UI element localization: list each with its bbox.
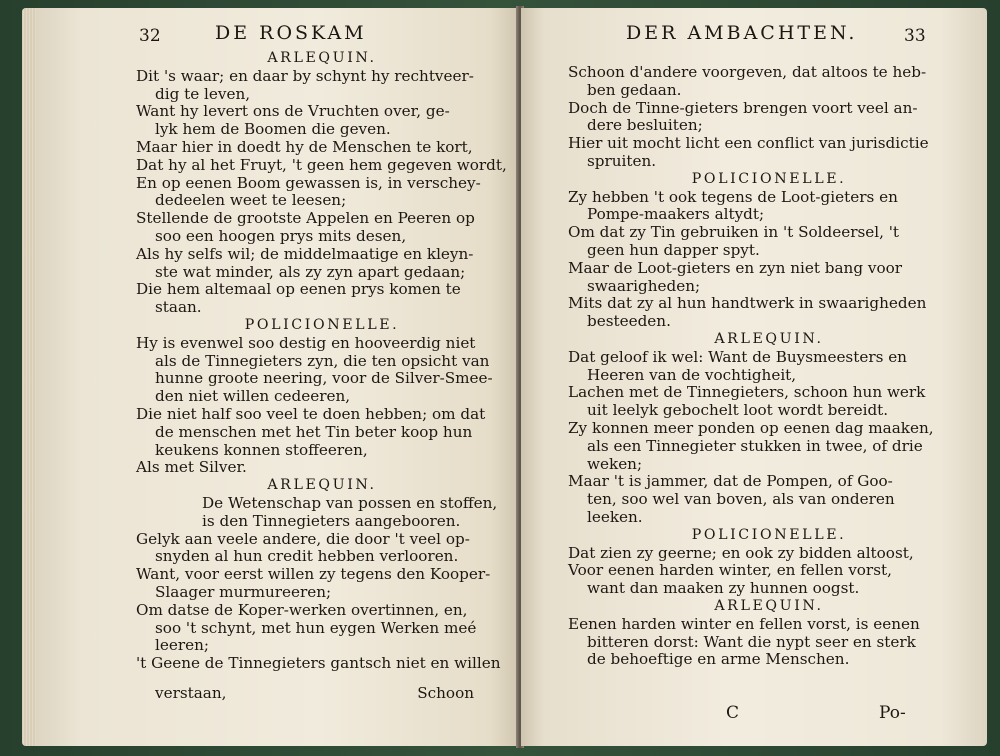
running-head: DER AMBACHTEN. [626,22,858,44]
text-line: den niet willen cedeeren, [155,387,351,406]
text-line: swaarigheden; [587,276,701,295]
text-line: de behoeftige en arme Menschen. [587,650,850,669]
text-line: Dat hy al het Fruyt, 't geen hem gegeven wordt, [136,155,507,174]
text-line: verstaan, [155,684,227,702]
text-line: bitteren dorst: Want die nypt seer en sterk [587,632,916,651]
text-line: ste wat minder, als zy zyn apart gedaan; [155,262,466,281]
text-line: dere besluiten; [587,116,703,135]
text-line: ben gedaan. [587,80,682,99]
text-line: Zy hebben 't ook tegens de Loot-gieters en [568,187,898,206]
text-line: soo 't schynt, met hun eygen Werken meé [155,618,477,637]
text-line: Om dat zy Tin gebruiken in 't Soldeersel, 't [568,223,900,242]
text-line: De Wetenschap van possen en stoffen, [202,493,498,512]
signature-mark: C [726,703,740,723]
text-line: Als hy selfs wil; de middelmaatige en kleyn- [136,244,474,263]
text-line: uit leelyk gebochelt loot wordt bereidt. [587,401,889,420]
text-line: Zy konnen meer ponden op eenen dag maaken, [568,418,934,437]
text-line: Slaager murmureeren; [155,582,332,601]
page-number: 33 [904,26,926,46]
catchword: Po- [879,703,906,723]
text-line: 't Geene de Tinnegieters gantsch niet en willen [136,654,501,673]
signature-row [521,703,987,725]
text-line: Dat geloof ik wel: Want de Buysmeesters en [568,347,907,366]
text-line: Die hem altemaal op eenen prys komen te [136,280,461,299]
text-line: En op eenen Boom gewassen is, in verschey- [136,173,481,192]
text-line: besteeden. [587,312,671,331]
text-line: Die niet half soo veel te doen hebben; om dat [136,404,486,423]
text-line: leeken. [587,507,643,526]
text-line: want dan maaken zy hunnen oogst. [587,579,860,598]
speaker-name: ARLEQUIN. [267,477,377,494]
text-line: Lachen met de Tinnegieters, schoon hun werk [568,383,926,402]
text-line: Maar de Loot-gieters en zyn niet bang voor [568,258,903,277]
right-page-text [568,64,970,669]
page-number: 32 [139,26,161,46]
text-line: als een Tinnegieter stukken in twee, of drie [587,436,923,455]
text-line: snyden al hun credit hebben verlooren. [155,547,459,566]
running-head: DE ROSKAM [215,22,367,44]
left-page-text [136,50,508,673]
text-line: Gelyk aan veele andere, die door 't veel op- [136,529,470,548]
text-line: Om datse de Koper-werken overtinnen, en, [136,600,468,619]
text-line: als de Tinnegieters zyn, die ten opsicht van [155,351,490,370]
text-line: Maar 't is jammer, dat de Pompen, of Goo- [568,472,893,491]
text-line: Eenen harden winter en fellen vorst, is eenen [568,614,920,633]
text-line: Pompe-maakers altydt; [587,205,765,224]
text-line: leeren; [155,636,209,655]
text-line: Voor eenen harden winter, en fellen vorst, [568,561,892,580]
speaker-name: POLICIONELLE. [244,316,400,333]
speaker-name: ARLEQUIN. [267,50,377,66]
text-line: Mits dat zy al hun handtwerk in swaarigheden [568,294,927,313]
text-line: Hy is evenwel soo destig en hooveerdig niet [136,333,476,352]
text-line: Doch de Tinne-gieters brengen voort veel an- [568,98,918,117]
text-line: staan. [155,298,202,317]
text-line: Dit 's waar; en daar by schynt hy rechtveer- [136,66,474,85]
text-line: soo een hoogen prys mits desen, [155,226,407,245]
text-line: Heeren van de vochtigheit, [587,365,797,384]
text-line: hunne groote neering, voor de Silver-Smee- [155,369,493,388]
text-line: Als met Silver. [136,458,247,477]
text-line: Want hy levert ons de Vruchten over, ge- [136,102,450,121]
text-line: Stellende de grootste Appelen en Peeren op [136,209,475,228]
text-line: is den Tinnegieters aangebooren. [202,511,461,530]
last-line-row [136,685,474,703]
text-line: Maar hier in doedt hy de Menschen te kort, [136,137,473,156]
text-line: weken; [587,454,643,473]
right-page [521,8,987,746]
text-line: lyk hem de Boomen die geven. [155,120,391,139]
text-line: Want, voor eerst willen zy tegens den Kooper- [136,565,491,584]
text-line: spruiten. [587,151,657,170]
text-line: keukens konnen stoffeeren, [155,440,368,459]
text-line: Dat zien zy geerne; en ook zy bidden altoost, [568,543,914,562]
text-line: Schoon d'andere voorgeven, dat altoos te heb- [568,63,927,81]
speaker-name: POLICIONELLE. [691,170,847,187]
catchword: Schoon [417,684,474,702]
text-line: dig te leven, [155,84,251,103]
text-line: ten, soo wel van boven, als van onderen [587,490,895,509]
text-line: dedeelen weet te leesen; [155,191,347,210]
speaker-name: POLICIONELLE. [691,526,847,543]
speaker-name: ARLEQUIN. [714,330,824,347]
text-line: Hier uit mocht licht een conflict van jurisdictie [568,134,929,153]
left-page [22,8,520,746]
page-edges [22,8,36,746]
text-line: de menschen met het Tin beter koop hun [155,422,473,441]
text-line: geen hun dapper spyt. [587,240,760,259]
speaker-name: ARLEQUIN. [714,597,824,614]
